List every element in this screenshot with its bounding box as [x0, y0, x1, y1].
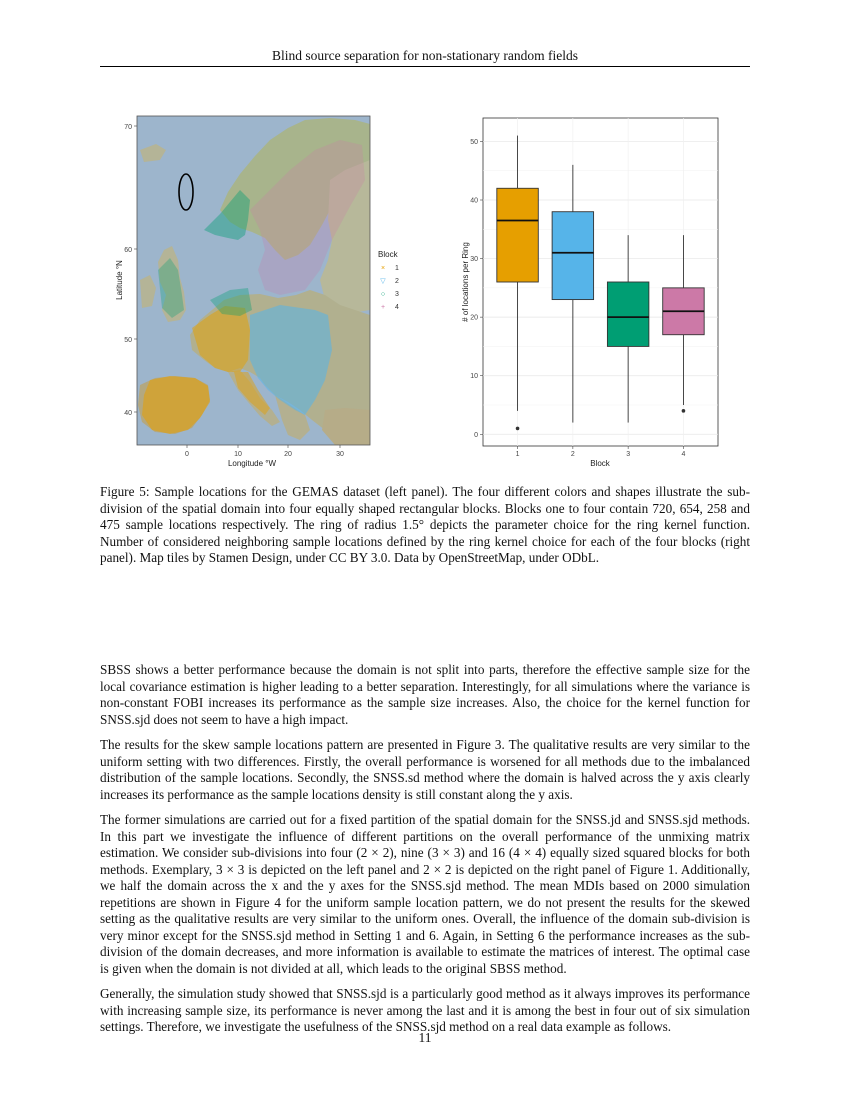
legend-title: Block: [378, 250, 398, 259]
map-y-tick-40: 40: [124, 410, 132, 417]
paragraph-4: Generally, the simulation study showed that SNSS.sjd is a particularly good method as it always improves its performance with increasing sample size, its performance is never among the last and it is among the best in four out of six simulation settings. Therefore, we investigate the usefulness of the SNSS.sjd method on a real data example as follows.: [100, 986, 750, 1034]
y-tick-label-30: 30: [470, 256, 478, 264]
legend-label-4: 4: [395, 304, 399, 311]
map-x-tick-20: 20: [284, 451, 292, 458]
legend-symbol-2: ▽: [380, 278, 386, 285]
y-tick-label-10: 10: [470, 373, 478, 381]
y-tick-label-50: 50: [470, 138, 478, 146]
legend-label-3: 3: [395, 291, 399, 298]
boxplot-y-axis: [470, 139, 483, 439]
paragraph-2: The results for the skew sample locations pattern are presented in Figure 3. The qualitative results are very similar to the uniform setting with two differences. Firstly, the overall performance is worsened for all methods due to the imbalanced distribution of the sample locations. Secondly, the SNSS.sd method where the domain is halved across the y axis clearly increases its performance as the sample locations density is still constant along the y axis.: [100, 737, 750, 802]
x-tick-label-3: 3: [626, 451, 631, 458]
map-x-label: Longitude °W: [227, 459, 277, 468]
figure-5: [100, 110, 750, 475]
figure-5-svg: [100, 110, 750, 475]
legend-label-2: 2: [395, 278, 399, 285]
paragraph-3: The former simulations are carried out for a fixed partition of the spatial domain for the SNSS.jd and SNSS.sjd methods. In this part we investigate the influence of different partitions on the overall performance of the unmixing matrix estimation. We consider sub-divisions into four (2 × 2), nine (3 × 3) and 16 (4 × 4) equally sized squared blocks for both methods. Exemplary, 3 × 3 is depicted on the left panel and 2 × 2 is depicted on the right panel of Figure 1. Additionally, we half the domain across the x and the y axes for the SNSS.sjd method. The mean MDIs based on 2000 simulation repetitions are shown in Figure 4 for the uniform sample location pattern, we do not present the results for the skewed setting as the qualitative results are very similar to the uniform ones. Overall, the influence of the domain sub-division is very minor except for the SNSS.sjd method in Setting 1 and 6. Again, in Setting 6 the performance increases as the sub-division of the domain decreases, and more information is available to estimate the matrices of interest. The optimal case is given when the domain is not divided at all, which leads to the original SBSS method.: [100, 812, 750, 976]
legend-symbol-4: +: [380, 304, 386, 311]
legend-label-1: 1: [395, 265, 399, 272]
body-text: [100, 662, 750, 1045]
outlier-1-0: [516, 427, 520, 431]
boxplot-x-axis: [516, 446, 686, 458]
map-x-tick-30: 30: [336, 451, 344, 458]
y-tick-label-0: 0: [474, 431, 478, 439]
map-y-label: Latitude °N: [115, 260, 124, 300]
x-tick-label-4: 4: [681, 451, 686, 458]
boxplot-panel: [461, 118, 718, 468]
figure-caption: Figure 5: Sample locations for the GEMAS dataset (left panel). The four different colors and shapes illustrate the sub-division of the spatial domain into four equally shaped rectangular blocks. Blocks one to four contain 720, 654, 258 and 475 sample locations respectively. The ring of radius 1.5° depicts the parameter choice for the ring kernel function. Number of considered neighboring sample locations defined by the ring kernel choice for each of the four blocks (right panel). Map tiles by Stamen Design, under CC BY 3.0. Data by OpenStreetMap, under ODbL.: [100, 484, 750, 565]
legend-symbol-3: ○: [380, 291, 386, 298]
header-rule: [100, 66, 750, 67]
page-number: 11: [418, 1030, 432, 1045]
legend-symbol-1: ×: [380, 265, 386, 272]
paragraph-1: SBSS shows a better performance because the domain is not split into parts, therefore the effective sample size for the local covariance estimation is higher leading to a better separation. Interestingly, for all simulations where the variance is non-constant FOBI increases its performance as the sample size increases. Also, the choice for the kernel function for SNSS.sjd does not seem to have a high impact.: [100, 662, 750, 727]
y-tick-label-20: 20: [470, 314, 478, 322]
map-y-tick-70: 70: [124, 124, 132, 131]
box-3: [607, 282, 648, 346]
map-y-axis: [124, 124, 137, 417]
boxplot-y-label: # of locations per Ring: [461, 242, 470, 322]
map-x-tick-10: 10: [234, 451, 242, 458]
x-tick-label-2: 2: [570, 451, 575, 458]
boxplot-x-label: Block: [590, 459, 610, 468]
map-y-tick-60: 60: [124, 247, 132, 254]
x-tick-label-1: 1: [515, 451, 520, 458]
map-y-tick-50: 50: [124, 337, 132, 344]
running-header: Blind source separation for non-stationary random fields: [272, 48, 578, 63]
outlier-4-0: [682, 409, 686, 413]
map-x-axis: [185, 445, 344, 458]
map-x-tick-0: 0: [185, 451, 189, 458]
box-1: [497, 188, 538, 282]
map-legend: [378, 250, 399, 311]
box-2: [552, 212, 593, 300]
map-panel: [115, 116, 399, 468]
y-tick-label-40: 40: [470, 197, 478, 205]
